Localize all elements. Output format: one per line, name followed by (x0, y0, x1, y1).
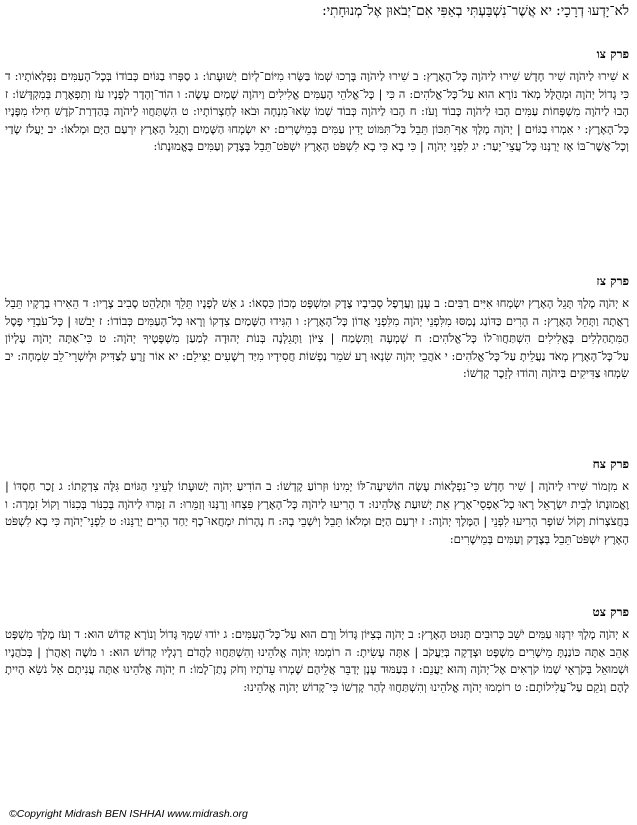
chapter-96 (5, 46, 629, 156)
chapter-97 (5, 273, 629, 383)
chapter-title: פרק צח (592, 457, 629, 471)
chapter-title: פרק צו (596, 47, 629, 61)
previous-chapter-ending: לֹא־יָדְעוּ דְרָכָי: יא אֲשֶׁר־נִשְׁבַּעְתִּי בְאַפִּי אִם־יְבֹאוּן אֶל־מְנוּחָתִי: (322, 3, 629, 19)
chapter-98 (5, 456, 629, 548)
chapter-title: פרק צט (592, 605, 629, 619)
chapter-text: א יְהֹוָה מָלָךְ תָּגֵל הָאָרֶץ יִשְׂמְחוּ אִיִּים רַבִּים: ב עָנָן וַעֲרָפֶל סְבִיבָיו צֶדֶק וּמִשְׁפָּט מְכוֹן כִּסְאוֹ: ג אֵשׁ לְפָנָיו תֵּלֵךְ וּתְלַהֵט סָבִיב צָרָיו: ד הֵאִירוּ בְרָקָיו תֵּבֵל רָאֲתָה וַתָּחֵל הָאָרֶץ: ה הָרִים כַּדּוֹנַג נָמַסּוּ מִלִּפְנֵי יְהֹוָה מִלִּפְנֵי אֲדוֹן כָּל־הָאָרֶץ: ו הִגִּידוּ הַשָּׁמַיִם צִדְקוֹ וְרָאוּ כָל־הָעַמִּים כְּבוֹדוֹ: ז יֵבֹשׁוּ | כָּל־עֹבְדֵי פֶסֶל הַמִּתְהַלְלִים בָּאֱלִילִים הִשְׁתַּחֲווּ־לוֹ כָּל־אֱלֹהִים: ח שָׁמְעָה וַתִּשְׂמַח | צִיּוֹן וַתָּגֵלְנָה בְּנוֹת יְהוּדָה לְמַעַן מִשְׁפָּטֶיךָ יְהֹוָה: ט כִּי־אַתָּה יְהֹוָה עֶלְיוֹן עַל־כָּל־הָאָרֶץ מְאֹד נַעֲלֵיתָ עַל־כָּל־אֱלֹהִים: י אֹהֲבֵי יְהֹוָה שִׂנְאוּ רָע שֹׁמֵר נַפְשׁוֹת חֲסִידָיו מִיַּד רְשָׁעִים יַצִּילֵם: יא אוֹר זָרֻעַ לַצַּדִּיק וּלְיִשְׁרֵי־לֵב שִׂמְחָה: יב שִׂמְחוּ צַדִּיקִים בַּיהֹוָה וְהוֹדוּ לְזֵכֶר קָדְשׁוֹ: (5, 296, 629, 381)
chapter-99 (5, 604, 629, 696)
chapter-title: פרק צז (596, 274, 629, 288)
copyright-footer: ©Copyright Midrash BEN ISHHAI www.midrash.org (9, 808, 248, 820)
chapter-text: א שִׁירוּ לַיהֹוָה שִׁיר חָדָשׁ שִׁירוּ לַיהֹוָה כָּל־הָאָרֶץ: ב שִׁירוּ לַיהֹוָה בָּרְכוּ שְׁמוֹ בַּשְּׂרוּ מִיּוֹם־לְיוֹם יְשׁוּעָתוֹ: ג סַפְּרוּ בַגּוֹיִם כְּבוֹדוֹ בְּכָל־הָעַמִּים נִפְלְאוֹתָיו: ד כִּי גָדוֹל יְהֹוָה וּמְהֻלָּל מְאֹד נוֹרָא הוּא עַל־כָּל־אֱלֹהִים: ה כִּי | כָּל־אֱלֹהֵי הָעַמִּים אֱלִילִים וַיהֹוָה שָׁמַיִם עָשָׂה: ו הוֹד־וְהָדָר לְפָנָיו עֹז וְתִפְאֶרֶת בְּמִקְדָּשׁוֹ: ז הָבוּ לַיהֹוָה מִשְׁפְּחוֹת עַמִּים הָבוּ לַיהֹוָה כָּבוֹד וָעֹז: ח הָבוּ לַיהֹוָה כְּבוֹד שְׁמוֹ שְׂאוּ־מִנְחָה וּבֹאוּ לְחַצְרוֹתָיו: ט הִשְׁתַּחֲווּ לַיהֹוָה בְּהַדְרַת־קֹדֶשׁ חִילוּ מִפָּנָיו כָּל־הָאָרֶץ: י אִמְרוּ בַגּוֹיִם | יְהֹוָה מָלָךְ אַף־תִּכּוֹן תֵּבֵל בַּל־תִּמּוֹט יָדִין עַמִּים בְּמֵישָׁרִים: יא יִשְׂמְחוּ הַשָּׁמַיִם וְתָגֵל הָאָרֶץ יִרְעַם הַיָּם וּמְלֹאוֹ: יב יַעֲלֹז שָׂדַי וְכָל־אֲשֶׁר־בּוֹ אָז יְרַנְּנוּ כָּל־עֲצֵי־יָעַר: יג לִפְנֵי יְהֹוָה | כִּי בָא כִּי בָא לִשְׁפֹּט הָאָרֶץ יִשְׁפֹּט־תֵּבֵל בְּצֶדֶק וְעַמִּים בֶּאֱמוּנָתוֹ: (5, 69, 629, 154)
chapter-text: א מִזְמוֹר שִׁירוּ לַיהֹוָה | שִׁיר חָדָשׁ כִּי־נִפְלָאוֹת עָשָׂה הוֹשִׁיעָה־לּוֹ יְמִינוֹ וּזְרוֹעַ קָדְשׁוֹ: ב הוֹדִיעַ יְהֹוָה יְשׁוּעָתוֹ לְעֵינֵי הַגּוֹיִם גִּלָּה צִדְקָתוֹ: ג זָכַר חַסְדּוֹ | וֶאֱמוּנָתוֹ לְבֵית יִשְׂרָאֵל רָאוּ כָל־אַפְסֵי־אָרֶץ אֵת יְשׁוּעַת אֱלֹהֵינוּ: ד הָרִיעוּ לַיהֹוָה כָּל־הָאָרֶץ פִּצְחוּ וְרַנְּנוּ וְזַמֵּרוּ: ה זַמְּרוּ לַיהֹוָה בְּכִנּוֹר בְּכִנּוֹר וְקוֹל זִמְרָה: ו בַּחֲצֹצְרוֹת וְקוֹל שׁוֹפָר הָרִיעוּ לִפְנֵי | הַמֶּלֶךְ יְהֹוָה: ז יִרְעַם הַיָּם וּמְלֹאוֹ תֵּבֵל וְיֹשְׁבֵי בָהּ: ח נְהָרוֹת יִמְחֲאוּ־כָף יַחַד הָרִים יְרַנֵּנוּ: ט לִפְנֵי־יְהֹוָה כִּי בָא לִשְׁפֹּט הָאָרֶץ יִשְׁפֹּט־תֵּבֵל בְּצֶדֶק וְעַמִּים בְּמֵישָׁרִים: (5, 479, 629, 546)
chapter-text: א יְהֹוָה מָלָךְ יִרְגְּזוּ עַמִּים יֹשֵׁב כְּרוּבִים תָּנוּט הָאָרֶץ: ב יְהֹוָה בְּצִיּוֹן גָּדוֹל וְרָם הוּא עַל־כָּל־הָעַמִּים: ג יוֹדוּ שִׁמְךָ גָּדוֹל וְנוֹרָא קָדוֹשׁ הוּא: ד וְעֹז מֶלֶךְ מִשְׁפָּט אָהֵב אַתָּה כּוֹנַנְתָּ מֵישָׁרִים מִשְׁפָּט וּצְדָקָה בְּיַעֲקֹב | אַתָּה עָשִׂיתָ: ה רוֹמְמוּ יְהֹוָה אֱלֹהֵינוּ וְהִשְׁתַּחֲווּ לַהֲדֹם רַגְלָיו קָדוֹשׁ הוּא: ו מֹשֶׁה וְאַהֲרֹן | בְּכֹהֲנָיו וּשְׁמוּאֵל בְּקֹרְאֵי שְׁמוֹ קֹרְאִים אֶל־יְהֹוָה וְהוּא יַעֲנֵם: ז בְּעַמּוּד עָנָן יְדַבֵּר אֲלֵיהֶם שָׁמְרוּ עֵדֹתָיו וְחֹק נָתַן־לָמוֹ: ח יְהֹוָה אֱלֹהֵינוּ אַתָּה עֲנִיתָם אֵל נֹשֵׂא הָיִיתָ לָהֶם וְנֹקֵם עַל־עֲלִילוֹתָם: ט רוֹמְמוּ יְהֹוָה אֱלֹהֵינוּ וְהִשְׁתַּחֲווּ לְהַר קָדְשׁוֹ כִּי־קָדוֹשׁ יְהֹוָה אֱלֹהֵינוּ: (5, 627, 629, 694)
